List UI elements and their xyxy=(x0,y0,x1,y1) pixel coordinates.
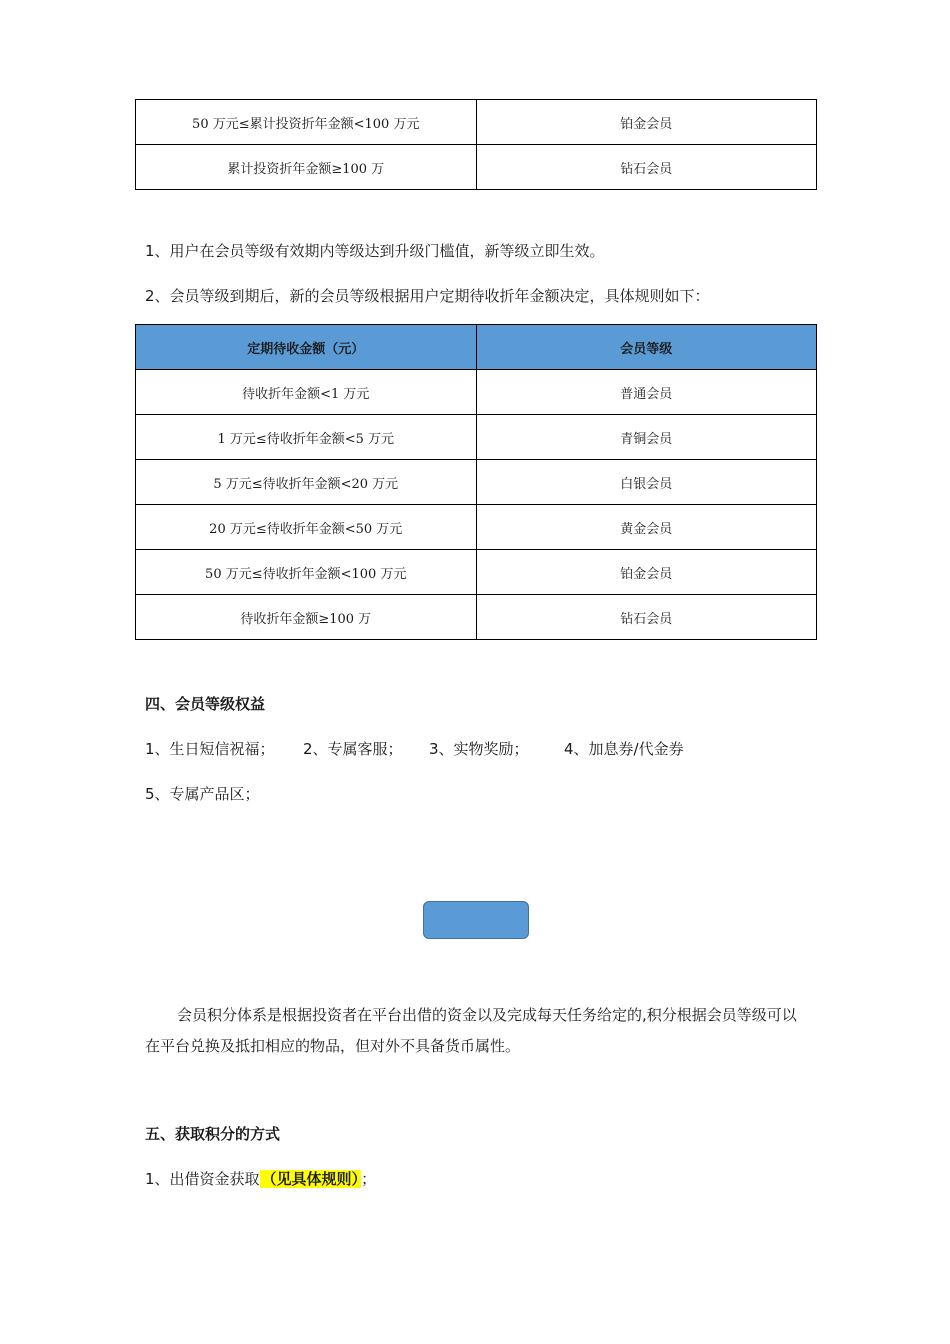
table-cell-range: 50 万元≤待收折年金额<100 万元 xyxy=(136,550,477,595)
table-row xyxy=(136,145,817,190)
column-header-level: 会员等级 xyxy=(476,325,817,370)
table-row xyxy=(136,100,817,145)
table-cell-level: 钻石会员 xyxy=(476,145,817,190)
table-cell-level: 钻石会员 xyxy=(476,595,817,640)
method-1-text: 1、出借资金获取 xyxy=(145,1170,260,1188)
table-row xyxy=(136,550,817,595)
column-header-amount: 定期待收金额（元） xyxy=(136,325,477,370)
table-row xyxy=(136,505,817,550)
benefit-item-5: 5、专属产品区； xyxy=(145,785,260,803)
method-1-highlight: （见具体规则） xyxy=(261,1170,360,1188)
table-cell-level: 黄金会员 xyxy=(476,505,817,550)
renewal-level-table xyxy=(135,324,817,640)
benefit-item: 2、专属客服； xyxy=(303,740,403,758)
section-4-heading: 四、会员等级权益 xyxy=(145,695,266,713)
table-row xyxy=(136,415,817,460)
table-cell-level: 铂金会员 xyxy=(476,100,817,145)
table-cell-level: 白银会员 xyxy=(476,460,817,505)
table-cell-level: 青铜会员 xyxy=(476,415,817,460)
benefit-item: 1、生日短信祝福； xyxy=(145,740,275,758)
blue-rounded-box xyxy=(423,901,529,939)
benefit-item: 4、加息券/代金券 xyxy=(564,740,684,758)
rule-2: 2、会员等级到期后，新的会员等级根据用户定期待收折年金额决定，具体规则如下： xyxy=(145,287,710,305)
table-header-row xyxy=(136,325,817,370)
table-row xyxy=(136,460,817,505)
table-cell-range: 待收折年金额<1 万元 xyxy=(136,370,477,415)
section-5-heading: 五、获取积分的方式 xyxy=(145,1125,281,1143)
table-cell-level: 铂金会员 xyxy=(476,550,817,595)
benefit-item: 3、实物奖励； xyxy=(429,740,529,758)
table-cell-range: 待收折年金额≥100 万 xyxy=(136,595,477,640)
table-cell-level: 普通会员 xyxy=(476,370,817,415)
points-method-1 xyxy=(145,1169,376,1189)
table-cell-range: 20 万元≤待收折年金额<50 万元 xyxy=(136,505,477,550)
table-cell-range: 5 万元≤待收折年金额<20 万元 xyxy=(136,460,477,505)
points-intro-paragraph: 会员积分体系是根据投资者在平台出借的资金以及完成每天任务给定的,积分根据会员等级可以在平台兑换及抵扣相应的物品，但对外不具备货币属性。 xyxy=(145,1006,797,1055)
table-cell-range: 50 万元≤累计投资折年金额<100 万元 xyxy=(136,100,477,145)
table-row xyxy=(136,370,817,415)
table-cell-range: 1 万元≤待收折年金额<5 万元 xyxy=(136,415,477,460)
table-row xyxy=(136,595,817,640)
table-cell-range: 累计投资折年金额≥100 万 xyxy=(136,145,477,190)
method-1-tail: ； xyxy=(361,1170,377,1188)
benefits-line xyxy=(145,739,684,759)
upgrade-threshold-table xyxy=(135,99,817,190)
rule-1: 1、用户在会员等级有效期内等级达到升级门槛值，新等级立即生效。 xyxy=(145,242,605,260)
